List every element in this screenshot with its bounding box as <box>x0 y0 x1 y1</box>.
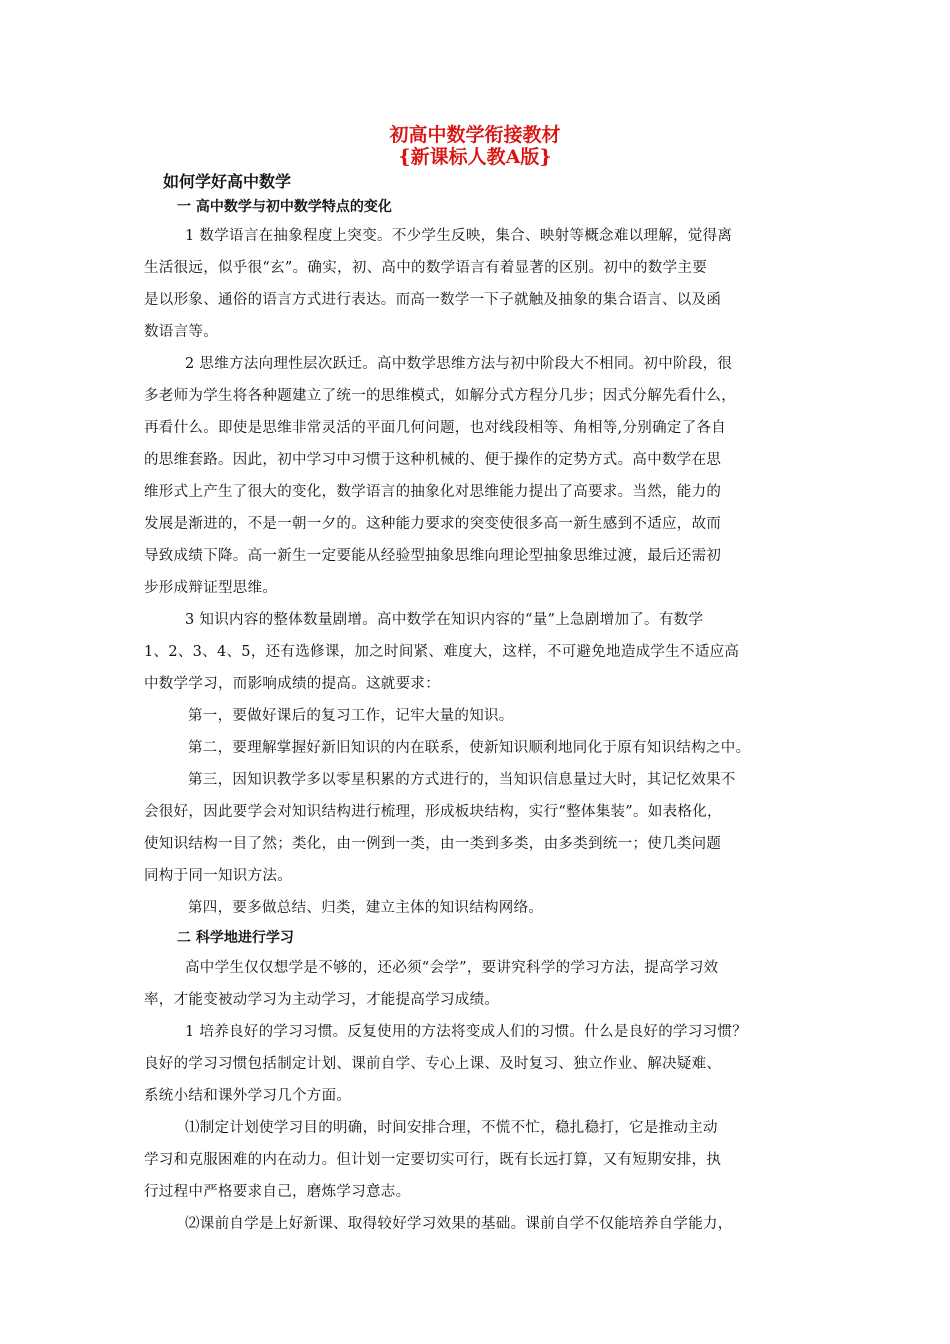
paragraph-line: 第二，要理解掌握好新旧知识的内在联系，使新知识顺利地同化于原有知识结构之中。 <box>188 740 751 756</box>
paragraph-line: 中数学学习，而影响成绩的提高。这就要求： <box>144 676 440 692</box>
paragraph-line: 步形成辩证型思维。 <box>144 580 278 596</box>
paragraph-line: 导致成绩下降。高一新生一定要能从经验型抽象思维向理论型抽象思维过渡，最后还需初 <box>144 548 722 564</box>
section-heading-2: 二 科学地进行学习 <box>177 930 294 946</box>
document-title: 初高中数学衔接教材 <box>389 124 561 146</box>
paragraph-line: 会很好，因此要学会对知识结构进行梳理，形成板块结构，实行“整体集装”。如表格化， <box>144 804 722 820</box>
paragraph-line: 1、2、3、4、5，还有选修课，加之时间紧、难度大，这样，不可避免地造成学生不适应高 <box>144 644 740 660</box>
paragraph-line: 2 思维方法向理性层次跃迁。高中数学思维方法与初中阶段大不相同。初中阶段，很 <box>185 356 733 372</box>
paragraph-line: 维形式上产生了很大的变化，数学语言的抽象化对思维能力提出了高要求。当然，能力的 <box>144 484 722 500</box>
paragraph-line: 多老师为学生将各种题建立了统一的思维模式，如解分式方程分几步；因式分解先看什么， <box>144 388 736 404</box>
paragraph-line: 的思维套路。因此，初中学习中习惯于这种机械的、便于操作的定势方式。高中数学在思 <box>144 452 722 468</box>
main-heading: 如何学好高中数学 <box>163 172 292 191</box>
paragraph-line: 学习和克服困难的内在动力。但计划一定要切实可行，既有长远打算，又有短期安排，执 <box>144 1152 722 1168</box>
paragraph-line: 使知识结构一目了然；类化，由一例到一类，由一类到多类，由多类到统一；使几类问题 <box>144 836 722 852</box>
section-heading-1: 一 高中数学与初中数学特点的变化 <box>177 199 392 215</box>
document-subtitle: {新课标人教A版} <box>398 146 552 168</box>
paragraph-line: 高中学生仅仅想学是不够的，还必须“会学”，要讲究科学的学习方法，提高学习效 <box>185 960 719 976</box>
paragraph-line: 3 知识内容的整体数量剧增。高中数学在知识内容的“量”上急剧增加了。有数学 <box>185 612 704 628</box>
paragraph-line: 第三，因知识教学多以零星积累的方式进行的，当知识信息量过大时，其记忆效果不 <box>188 772 736 788</box>
paragraph-line: 1 数学语言在抽象程度上突变。不少学生反映，集合、映射等概念难以理解，觉得离 <box>185 228 733 244</box>
paragraph-line: 生活很远，似乎很“玄”。确实，初、高中的数学语言有着显著的区别。初中的数学主要 <box>144 260 708 276</box>
paragraph-line: 系统小结和课外学习几个方面。 <box>144 1088 352 1104</box>
paragraph-line: ⑵课前自学是上好新课、取得较好学习效果的基础。课前自学不仅能培养自学能力， <box>185 1216 733 1232</box>
paragraph-line: 同构于同一知识方法。 <box>144 868 292 884</box>
paragraph-line: 第一，要做好课后的复习工作，记牢大量的知识。 <box>188 708 514 724</box>
paragraph-line: 发展是渐进的，不是一朝一夕的。这种能力要求的突变使很多高一新生感到不适应，故而 <box>144 516 722 532</box>
paragraph-line: 第四，要多做总结、归类，建立主体的知识结构网络。 <box>188 900 544 916</box>
paragraph-line: 行过程中严格要求自己，磨炼学习意志。 <box>144 1184 411 1200</box>
paragraph-line: 再看什么。即使是思维非常灵活的平面几何问题，也对线段相等、角相等,分别确定了各自 <box>144 420 727 436</box>
paragraph-line: ⑴制定计划使学习目的明确，时间安排合理，不慌不忙，稳扎稳打，它是推动主动 <box>185 1120 718 1136</box>
paragraph-line: 数语言等。 <box>144 324 218 340</box>
paragraph-line: 是以形象、通俗的语言方式进行表达。而高一数学一下子就触及抽象的集合语言、以及函 <box>144 292 722 308</box>
paragraph-line: 良好的学习习惯包括制定计划、课前自学、专心上课、及时复习、独立作业、解决疑难、 <box>144 1056 722 1072</box>
paragraph-line: 1 培养良好的学习习惯。反复使用的方法将变成人们的习惯。什么是良好的学习习惯？ <box>185 1024 748 1040</box>
paragraph-line: 率，才能变被动学习为主动学习，才能提高学习成绩。 <box>144 992 500 1008</box>
